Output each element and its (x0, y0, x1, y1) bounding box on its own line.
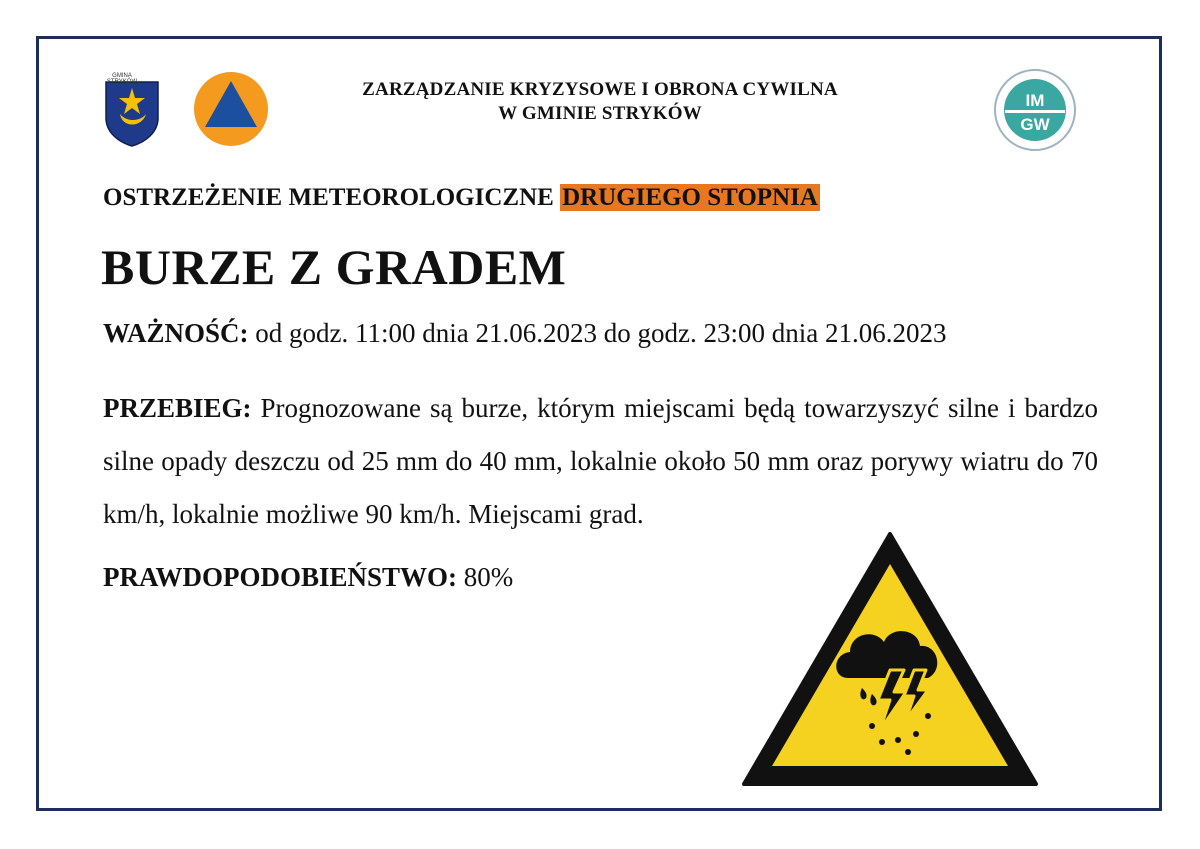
course-text: Prognozowane są burze, którym miejscami będą towarzyszyć silne i bardzo silne opady deszczu od 25 mm do 40 mm, lokalnie około 50 mm oraz porywy wiatru do 70 km/h, lokalnie możliwe 90 km/h. Miejscami grad. (103, 393, 1098, 529)
header-title-line1: ZARZĄDZANIE KRYZYSOWE I OBRONA CYWILNA (362, 79, 838, 100)
probability-line (103, 562, 513, 593)
header-title (300, 78, 900, 126)
validity-label: WAŻNOŚĆ: (103, 318, 249, 348)
validity-line (103, 318, 946, 349)
validity-text: od godz. 11:00 dnia 21.06.2023 do godz. 23:00 dnia 21.06.2023 (248, 318, 947, 348)
course-label: PRZEBIEG: (103, 393, 252, 423)
probability-label: PRAWDOPODOBIEŃSTWO: (103, 562, 458, 592)
imgw-logo-text-bottom: GW (1020, 115, 1050, 134)
imgw-logo-text-top: IM (1025, 91, 1045, 110)
warning-level-highlight: DRUGIEGO STOPNIA (562, 184, 818, 211)
civil-defence-icon (193, 71, 269, 147)
imgw-logo-icon (993, 68, 1077, 152)
probability-text: 80% (457, 562, 514, 592)
header-title-line2: W GMINIE STRYKÓW (498, 103, 702, 124)
course-paragraph (103, 382, 1098, 541)
storm-hail-warning-icon (740, 530, 1040, 790)
coat-of-arms-label: GMINA STRYKÓW (106, 73, 138, 85)
warning-level (103, 184, 820, 212)
phenomenon-title: BURZE Z GRADEM (101, 239, 567, 295)
warning-level-prefix: OSTRZEŻENIE METEOROLOGICZNE (103, 184, 561, 211)
